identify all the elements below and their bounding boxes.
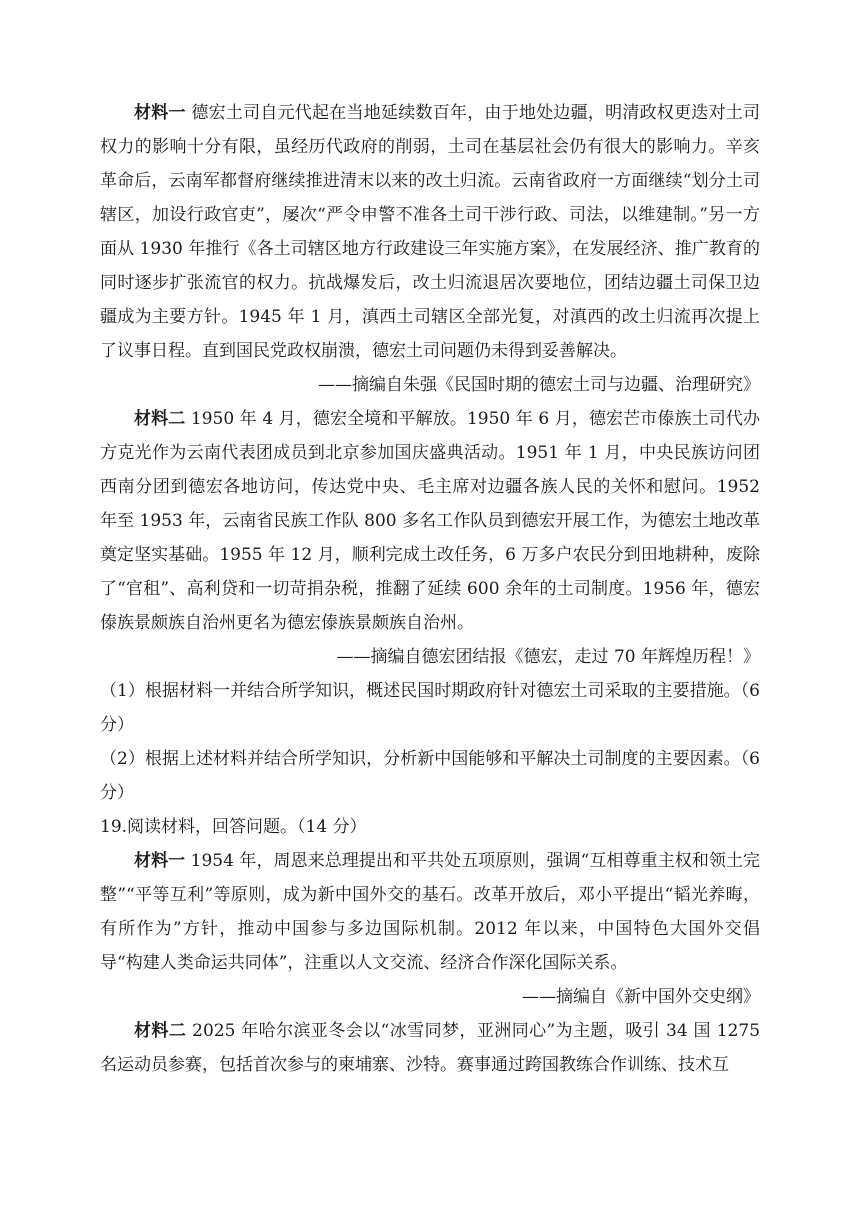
material-paragraph <box>100 402 760 640</box>
material-paragraph <box>100 96 760 368</box>
material-label: 材料二 <box>134 409 186 429</box>
material-text: 2025 年哈尔滨亚冬会以“冰雪同梦，亚洲同心”为主题，吸引 34 国 1275 名运动员参赛，包括首次参与的柬埔寨、沙特。赛事通过跨国教练合作训练、技术互 <box>100 1021 761 1075</box>
material-text: 德宏土司自元代起在当地延续数百年，由于地处边疆，明清政权更迭对土司权力的影响十分有限，虽经历代政府的削弱，土司在基层社会仍有很大的影响力。辛亥革命后，云南军都督府继续推进清末以来的改土归流。云南省政府一方面继续“划分土司辖区，加设行政官吏”，屡次“严令申警不准各土司干涉行政、司法，以维建制。”另一方面从 1930 年推行《各土司辖区地方行政建设三年实施方案》，在发展经济、推广教育的同时逐步扩张流官的权力。抗战爆发后，改土归流退居次要地位，团结边疆土司保卫边疆成为主要方针。1945 年 1 月，滇西土司辖区全部光复，对滇西的改土归流再次提上了议事日程。直到国民党政权崩溃，德宏土司问题仍未得到妥善解决。 <box>100 103 761 361</box>
source-citation: ——摘编自朱强《民国时期的德宏土司与边疆、治理研究》 <box>318 375 760 395</box>
material-paragraph <box>100 1014 760 1082</box>
document-page <box>100 96 760 1082</box>
question-2: （2）根据上述材料并结合所学知识，分析新中国能够和平解决土司制度的主要因素。（6 分） <box>100 749 760 803</box>
material-label: 材料一 <box>134 103 186 123</box>
material-label: 材料二 <box>134 1021 187 1041</box>
material-text: 1954 年，周恩来总理提出和平共处五项原则，强调“互相尊重主权和领土完整”“平等互利”等原则，成为新中国外交的基石。改革开放后，邓小平提出“韬光养晦，有所作为”方针，推动中国参与多边国际机制。2012 年以来，中国特色大国外交倡导“构建人类命运共同体”，注重以人文交流、经济合作深化国际关系。 <box>100 851 761 973</box>
source-citation: ——摘编自《新中国外交史纲》 <box>522 987 760 1007</box>
question-heading: 19.阅读材料，回答问题。（14 分） <box>100 817 367 837</box>
question-1: （1）根据材料一并结合所学知识，概述民国时期政府针对德宏土司采取的主要措施。（6 分） <box>100 681 760 735</box>
material-text: 1950 年 4 月，德宏全境和平解放。1950 年 6 月，德宏芒市傣族土司代办方克光作为云南代表团成员到北京参加国庆盛典活动。1951 年 1 月，中央民族访问团西南分团到德宏各地访问，传达党中央、毛主席对边疆各族人民的关怀和慰问。1952 年至 1953 年，云南省民族工作队 800 多名工作队员到德宏开展工作，为德宏土地改革奠定坚实基础。1955 年 12 月，顺利完成土改任务，6 万多户农民分到田地耕种，废除了“官租”、高利贷和一切苛捐杂税，推翻了延续 600 余年的土司制度。1956 年，德宏傣族景颇族自治州更名为德宏傣族景颇族自治州。 <box>100 409 761 633</box>
material-label: 材料一 <box>134 851 186 871</box>
source-citation: ——摘编自德宏团结报《德宏，走过 70 年辉煌历程！》 <box>336 647 760 667</box>
material-paragraph <box>100 844 760 980</box>
